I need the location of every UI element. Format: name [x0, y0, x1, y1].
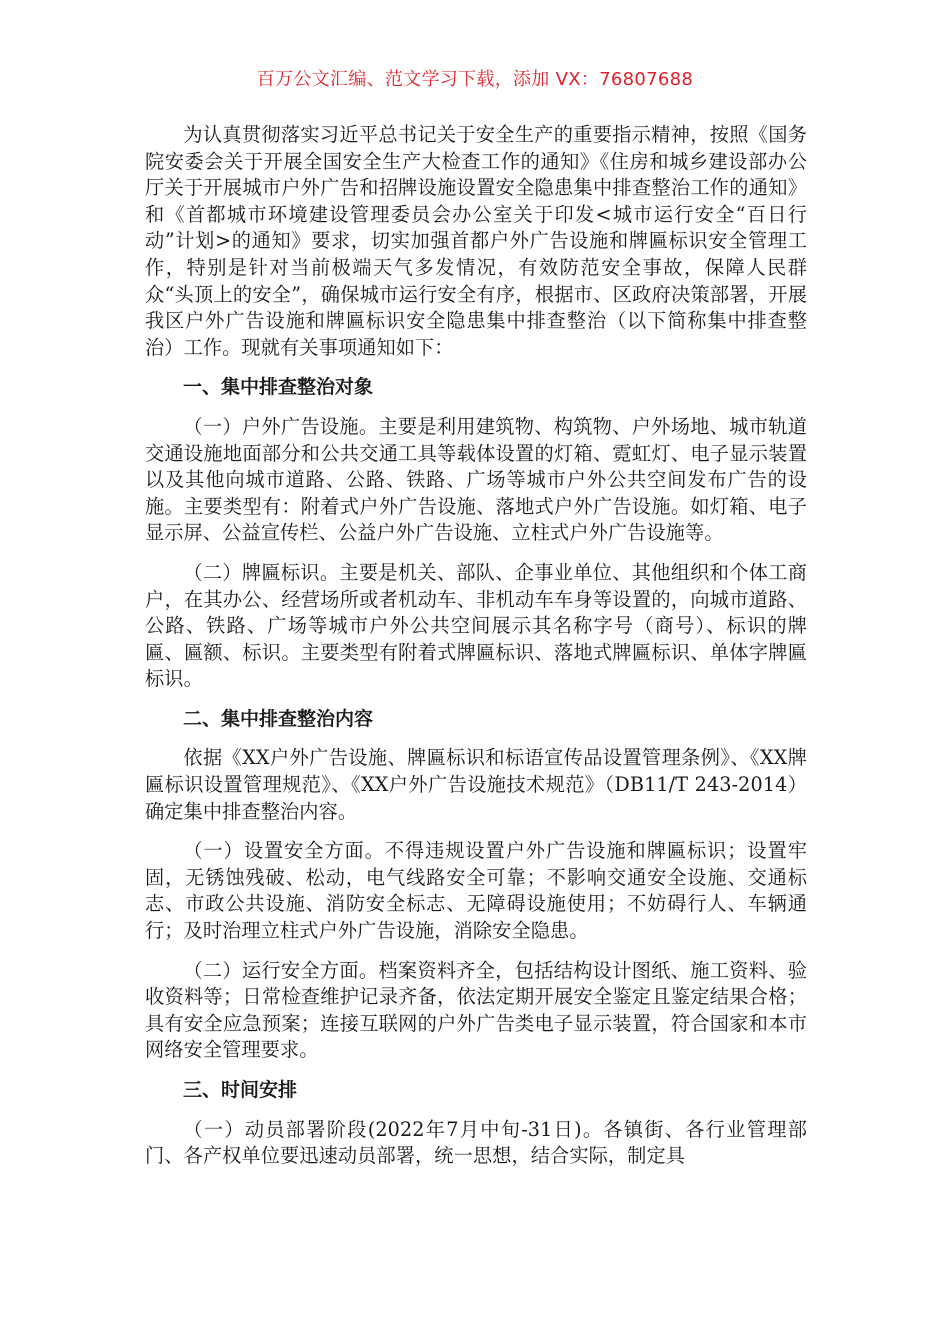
header-banner — [0, 66, 950, 94]
section1-item1: （一）户外广告设施。主要是利用建筑物、构筑物、户外场地、城市轨道交通设施地面部分和公共交通工具等载体设置的灯箱、霓虹灯、电子显示装置以及其他向城市道路、公路、铁路、广场等城市户外公共空间发布广告的设施。主要类型有：附着式户外广告设施、落地式户外广告设施。如灯箱、电子显示屏、公益宣传栏、公益户外广告设施、立柱式户外广告设施等。 — [145, 414, 807, 545]
section1-item2: （二）牌匾标识。主要是机关、部队、企事业单位、其他组织和个体工商户，在其办公、经营场所或者机动车、非机动车车身等设置的，向城市道路、公路、铁路、广场等城市户外公共空间展示其名称字号（商号）、标识的牌匾、匾额、标识。主要类型有附着式牌匾标识、落地式牌匾标识、单体字牌匾标识。 — [145, 560, 807, 691]
section-heading-3: 三、时间安排 — [183, 1079, 298, 1101]
section2-item2: （二）运行安全方面。档案资料齐全，包括结构设计图纸、施工资料、验收资料等；日常检查维护记录齐备，依法定期开展安全鉴定且鉴定结果合格；具有安全应急预案；连接互联网的户外广告类电子显示装置，符合国家和本市网络安全管理要求。 — [145, 958, 807, 1062]
section-heading-2: 二、集中排查整治内容 — [183, 707, 374, 730]
section2-intro: 依据《XX户外广告设施、牌匾标识和标语宣传品设置管理条例》、《XX牌匾标识设置管理规范》、《XX户外广告设施技术规范》（DB11/T 243-2014）确定集中排查整治内容。 — [145, 746, 807, 823]
section-heading-1: 一、集中排查整治对象 — [183, 376, 374, 399]
section3-item1: （一）动员部署阶段(2022年7月中旬-31日)。各镇街、各行业管理部门、各产权单位要迅速动员部署，统一思想，结合实际，制定具 — [145, 1117, 807, 1168]
section2-item1: （一）设置安全方面。不得违规设置户外广告设施和牌匾标识；设置牢固，无锈蚀残破、松动，电气线路安全可靠；不影响交通安全设施、交通标志、市政公共设施、消防安全标志、无障碍设施使用；不妨碍行人、车辆通行；及时治理立柱式户外广告设施，消除安全隐患。 — [145, 839, 807, 943]
banner-text: 百万公文汇编、范文学习下载，添加 VX：76807688 — [256, 69, 694, 90]
intro-paragraph: 为认真贯彻落实习近平总书记关于安全生产的重要指示精神，按照《国务院安委会关于开展全国安全生产大检查工作的通知》《住房和城乡建设部办公厅关于开展城市户外广告和招牌设施设置安全隐患集中排查整治工作的通知》和《首都城市环境建设管理委员会办公室关于印发<城市运行安全“百日行动”计划>的通知》要求，切实加强首都户外广告设施和牌匾标识安全管理工作，特别是针对当前极端天气多发情况，有效防范安全事故，保障人民群众“头顶上的安全”，确保城市运行安全有序，根据市、区政府决策部署，开展我区户外广告设施和牌匾标识安全隐患集中排查整治（以下简称集中排查整治）工作。现就有关事项通知如下： — [145, 123, 807, 359]
document-body — [145, 122, 807, 1170]
